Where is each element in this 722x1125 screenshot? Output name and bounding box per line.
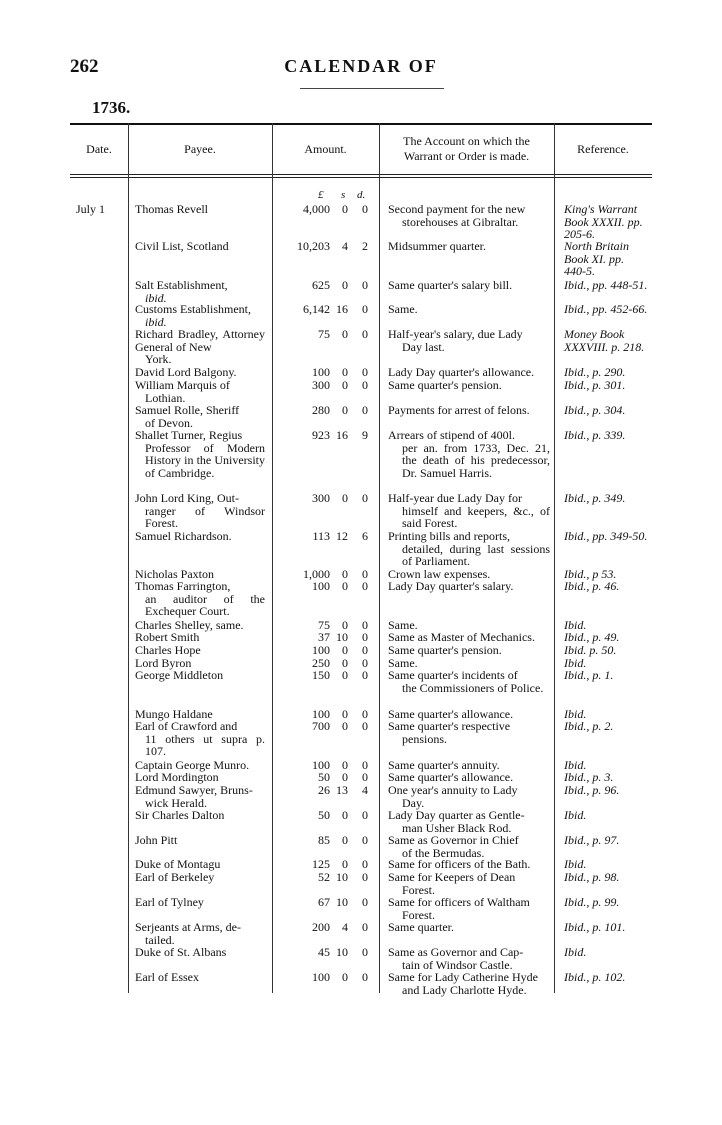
- entry-reference: Ibid., p. 97.: [564, 833, 620, 847]
- entry-payee-main: Lord Mordington: [135, 770, 219, 784]
- entry-pounds: 100: [312, 707, 330, 721]
- entry-pounds: 75: [318, 327, 330, 341]
- entry-pence: 0: [362, 618, 368, 632]
- entry-payee: [135, 896, 265, 909]
- entry-payee-main: Earl of Berkeley: [135, 870, 215, 884]
- entry-account: [388, 379, 550, 392]
- entry-payee: [135, 669, 265, 682]
- entry-reference: Ibid., p. 301.: [564, 378, 626, 392]
- entry-payee-main: Thomas Farrington,: [135, 579, 231, 593]
- entry-account-main: Same quarter's pension.: [388, 378, 502, 392]
- entry-payee: [135, 492, 265, 530]
- entry-account: [388, 328, 550, 353]
- col-divider-date: [128, 123, 129, 993]
- entry-payee-main: Charles Hope: [135, 643, 201, 657]
- entry-account: [388, 580, 550, 593]
- page-number: 262: [70, 56, 99, 77]
- entry-payee-main: Richard Bradley, Attorney General of New: [135, 327, 265, 354]
- entry-pence: 0: [362, 808, 368, 822]
- entry-reference: Ibid., pp. 452-66.: [564, 302, 648, 316]
- entry-shillings: 13: [336, 783, 348, 797]
- entry-pence: 0: [362, 758, 368, 772]
- unit-pounds: £: [318, 189, 324, 201]
- entry-payee-main: Robert Smith: [135, 630, 200, 644]
- entry-payee-main: Serjeants at Arms, de-: [135, 920, 241, 934]
- entry-shillings: 0: [342, 643, 348, 657]
- entry-shillings: 0: [342, 403, 348, 417]
- entry-reference: Ibid., p. 99.: [564, 895, 620, 909]
- entry-account-main: Same.: [388, 302, 418, 316]
- entry-reference: Ibid., p. 96.: [564, 783, 620, 797]
- entry-payee-continuation: of Devon.: [145, 415, 193, 430]
- entry-payee-continuation: Lothian.: [145, 390, 186, 405]
- entry-payee-main: Customs Establishment,: [135, 302, 252, 316]
- entry-account: [388, 834, 550, 859]
- entry-reference: Ibid., p. 304.: [564, 403, 626, 417]
- entry-payee: [135, 203, 265, 216]
- entry-pounds: 37: [318, 630, 330, 644]
- entry-shillings: 0: [342, 327, 348, 341]
- col-divider-amount: [379, 123, 380, 993]
- entry-reference: Ibid.: [564, 707, 587, 721]
- entry-account-main: Lady Day quarter as Gentle-: [388, 808, 525, 822]
- entry-payee-main: Charles Shelley, same.: [135, 618, 244, 632]
- entry-account-main: Same.: [388, 656, 418, 670]
- entry-pounds: 113: [312, 529, 330, 543]
- entry-pounds: 200: [312, 920, 330, 934]
- entry-account-main: One year's annuity to Lady: [388, 783, 518, 797]
- entry-pence: 6: [362, 529, 368, 543]
- entry-reference: Ibid.: [564, 808, 587, 822]
- entry-account-main: Same quarter's allowance.: [388, 707, 514, 721]
- entry-reference: Ibid., p. 2.: [564, 719, 614, 733]
- entry-reference: North Britain Book XI. pp. 440-5.: [564, 239, 630, 278]
- entry-account: [388, 858, 550, 871]
- entry-payee-main: George Middleton: [135, 668, 224, 682]
- entry-account-continuation: Day.: [402, 795, 425, 810]
- entry-pence: 0: [362, 945, 368, 959]
- entry-account: [388, 203, 550, 228]
- entry-payee: [135, 404, 265, 429]
- entry-payee: [135, 771, 265, 784]
- entry-payee: [135, 631, 265, 644]
- entry-reference: Ibid., p 53.: [564, 567, 617, 581]
- header-account-line2: Warrant or Order is made.: [403, 149, 530, 163]
- entry-account-main: Arrears of stipend of 400l.: [388, 428, 515, 442]
- entry-payee-continuation: 11 others ut supra p. 107.: [145, 731, 265, 758]
- entry-pence: 0: [362, 491, 368, 505]
- entry-payee: [135, 971, 265, 984]
- entry-payee-main: Nicholas Paxton: [135, 567, 214, 581]
- entry-pounds: 280: [312, 403, 330, 417]
- entry-reference: Ibid., p. 101.: [564, 920, 626, 934]
- entry-payee: [135, 834, 265, 847]
- entry-account-main: Midsummer quarter.: [388, 239, 486, 253]
- entry-account-main: Lady Day quarter's allowance.: [388, 365, 535, 379]
- entry-account-continuation: Day last.: [402, 339, 445, 354]
- entry-pence: 0: [362, 643, 368, 657]
- entry-shillings: 0: [342, 365, 348, 379]
- entry-reference: Ibid.: [564, 618, 587, 632]
- entry-payee-continuation: ibid.: [145, 314, 167, 329]
- entry-account: [388, 971, 550, 996]
- entry-payee-main: John Pitt: [135, 833, 178, 847]
- entry-pence: 2: [362, 239, 368, 253]
- entry-reference: Ibid., p. 349.: [564, 491, 626, 505]
- entry-pounds: 300: [312, 378, 330, 392]
- entry-reference: Ibid.: [564, 656, 587, 670]
- entry-pence: 0: [362, 656, 368, 670]
- entry-pence: 0: [362, 302, 368, 316]
- header-bottom-rule-2: [70, 177, 652, 178]
- entry-pounds: 45: [318, 945, 330, 959]
- header-account-line1: The Account on which the: [403, 134, 530, 148]
- entry-shillings: 0: [342, 202, 348, 216]
- entry-pence: 0: [362, 920, 368, 934]
- entry-payee-main: David Lord Balgony.: [135, 365, 237, 379]
- entry-pence: 0: [362, 833, 368, 847]
- entry-shillings: 0: [342, 808, 348, 822]
- entry-account-main: Same quarter's salary bill.: [388, 278, 513, 292]
- entry-account: [388, 404, 550, 417]
- entry-pounds: 1,000: [303, 567, 330, 581]
- entry-pence: 0: [362, 630, 368, 644]
- entry-payee-main: William Marquis of: [135, 378, 230, 392]
- entry-payee: [135, 858, 265, 871]
- entry-pounds: 6,142: [303, 302, 330, 316]
- entry-pence: 0: [362, 202, 368, 216]
- entry-account-main: Same.: [388, 618, 418, 632]
- entry-pounds: 50: [318, 770, 330, 784]
- entry-payee-main: John Lord King, Out-: [135, 491, 239, 505]
- entry-account: [388, 366, 550, 379]
- entry-account: [388, 303, 550, 316]
- entry-payee-main: Captain George Munro.: [135, 758, 250, 772]
- entry-payee: [135, 379, 265, 404]
- col-divider-payee: [272, 123, 273, 993]
- entry-pence: 0: [362, 857, 368, 871]
- entry-account-main: Printing bills and reports,: [388, 529, 510, 543]
- entry-account-main: Lady Day quarter's salary.: [388, 579, 514, 593]
- entry-account: [388, 492, 550, 530]
- entry-payee-main: Duke of St. Albans: [135, 945, 227, 959]
- entry-shillings: 0: [342, 857, 348, 871]
- entry-pounds: 100: [312, 643, 330, 657]
- entry-payee-main: Duke of Montagu: [135, 857, 221, 871]
- year-label: 1736.: [92, 98, 131, 117]
- entry-payee: [135, 784, 265, 809]
- entry-payee-main: Civil List, Scotland: [135, 239, 229, 253]
- entry-pounds: 4,000: [303, 202, 330, 216]
- entry-payee: [135, 303, 265, 328]
- entry-payee: [135, 328, 265, 366]
- entry-account-continuation: and Lady Charlotte Hyde.: [402, 982, 527, 997]
- entry-account: [388, 429, 550, 479]
- entry-shillings: 0: [342, 656, 348, 670]
- entry-pence: 0: [362, 278, 368, 292]
- entry-pounds: 67: [318, 895, 330, 909]
- entry-reference: Ibid., p. 290.: [564, 365, 626, 379]
- entry-pence: 0: [362, 365, 368, 379]
- entry-payee-continuation: ranger of Windsor Forest.: [145, 503, 265, 530]
- entry-account-main: Same as Governor in Chief: [388, 833, 519, 847]
- entry-shillings: 0: [342, 618, 348, 632]
- entry-account-main: Same as Governor and Cap-: [388, 945, 524, 959]
- header-reference: Reference.: [577, 142, 629, 156]
- entry-account: [388, 240, 550, 253]
- entry-shillings: 10: [336, 870, 348, 884]
- entry-payee-main: Sir Charles Dalton: [135, 808, 225, 822]
- entry-payee-main: Thomas Revell: [135, 202, 208, 216]
- entry-shillings: 0: [342, 378, 348, 392]
- entry-shillings: 0: [342, 770, 348, 784]
- entry-account: [388, 631, 550, 644]
- entry-shillings: 4: [342, 920, 348, 934]
- entry-account-main: Same for Keepers of Dean: [388, 870, 516, 884]
- entry-account-main: Same for officers of the Bath.: [388, 857, 531, 871]
- entry-account: [388, 771, 550, 784]
- entry-account-continuation: tain of Windsor Castle.: [402, 957, 513, 972]
- entry-reference: Ibid., p. 49.: [564, 630, 620, 644]
- entry-pence: 9: [362, 428, 368, 442]
- entry-pounds: 300: [312, 491, 330, 505]
- entry-payee-continuation: York.: [145, 352, 172, 366]
- entry-payee-main: Earl of Tylney: [135, 895, 204, 909]
- entry-pence: 0: [362, 403, 368, 417]
- entry-pence: 4: [362, 783, 368, 797]
- entry-payee: [135, 530, 265, 543]
- entry-account-continuation: Forest.: [402, 907, 435, 922]
- entry-pounds: 150: [312, 668, 330, 682]
- entry-account-main: Same for Lady Catherine Hyde: [388, 970, 538, 984]
- entry-account: [388, 896, 550, 921]
- entry-pounds: 700: [312, 719, 330, 733]
- entry-pounds: 10,203: [297, 239, 330, 253]
- entry-account: [388, 530, 550, 568]
- running-title: CALENDAR OF: [284, 56, 438, 76]
- entry-payee-continuation: wick Herald.: [145, 795, 207, 810]
- entry-account-continuation: pensions.: [402, 731, 447, 746]
- entry-payee-main: Shallet Turner, Regius: [135, 428, 243, 442]
- entry-account-continuation: detailed, during last sessions of Parliament.: [402, 541, 550, 568]
- entry-account-continuation: storehouses at Gibraltar.: [402, 214, 519, 229]
- entry-account-main: Same for officers of Waltham: [388, 895, 530, 909]
- entry-pence: 0: [362, 378, 368, 392]
- entry-payee: [135, 871, 265, 884]
- entry-account-continuation: the Commissioners of Police.: [402, 680, 544, 695]
- entry-shillings: 0: [342, 719, 348, 733]
- entry-payee-main: Earl of Crawford and: [135, 719, 238, 733]
- header-date: Date.: [86, 142, 112, 156]
- entry-account-main: Payments for arrest of felons.: [388, 403, 530, 417]
- entry-shillings: 0: [342, 579, 348, 593]
- entry-payee-main: Salt Establishment,: [135, 278, 228, 292]
- entry-reference: Ibid., p. 3.: [564, 770, 614, 784]
- entry-pounds: 250: [312, 656, 330, 670]
- entry-payee: [135, 809, 265, 822]
- entry-pounds: 125: [312, 857, 330, 871]
- header-bottom-rule: [70, 174, 652, 175]
- entry-reference: Ibid., pp. 448-51.: [564, 278, 648, 292]
- entry-account: [388, 946, 550, 971]
- entry-account-main: Same as Master of Mechanics.: [388, 630, 535, 644]
- entry-shillings: 4: [342, 239, 348, 253]
- entry-pence: 0: [362, 668, 368, 682]
- entry-pounds: 50: [318, 808, 330, 822]
- entry-account: [388, 871, 550, 896]
- entry-reference: Money Book XXXVIII. p. 218.: [564, 327, 645, 354]
- header-amount: Amount.: [304, 142, 347, 156]
- entry-account-main: Crown law expenses.: [388, 567, 491, 581]
- entry-reference: Ibid., p. 102.: [564, 970, 626, 984]
- entry-account-continuation: himself and keepers, &c., of said Forest.: [402, 503, 550, 530]
- entry-pounds: 85: [318, 833, 330, 847]
- entry-shillings: 0: [342, 491, 348, 505]
- entry-payee: [135, 366, 265, 379]
- col-divider-account: [554, 123, 555, 993]
- entry-pounds: 75: [318, 618, 330, 632]
- entry-reference: Ibid.: [564, 758, 587, 772]
- entry-account: [388, 644, 550, 657]
- entry-payee: [135, 720, 265, 758]
- entry-shillings: 0: [342, 758, 348, 772]
- entry-shillings: 10: [336, 895, 348, 909]
- entry-shillings: 10: [336, 945, 348, 959]
- entry-account-main: Same quarter's respective: [388, 719, 511, 733]
- entry-payee-main: Edmund Sawyer, Bruns-: [135, 783, 253, 797]
- entry-shillings: 0: [342, 668, 348, 682]
- entry-account: [388, 784, 550, 809]
- entry-pence: 0: [362, 970, 368, 984]
- entry-payee-continuation: tailed.: [145, 932, 175, 947]
- entry-pounds: 100: [312, 365, 330, 379]
- entry-shillings: 0: [342, 970, 348, 984]
- entry-reference: Ibid., p. 98.: [564, 870, 620, 884]
- entry-account: [388, 809, 550, 834]
- entry-shillings: 10: [336, 630, 348, 644]
- entry-account-main: Second payment for the new: [388, 202, 526, 216]
- entry-shillings: 0: [342, 707, 348, 721]
- entry-pounds: 100: [312, 970, 330, 984]
- entry-account-continuation: per an. from 1733, Dec. 21, the death of his predecessor, Dr. Samuel Harris.: [402, 440, 550, 480]
- entry-pence: 0: [362, 579, 368, 593]
- entry-shillings: 16: [336, 302, 348, 316]
- entry-payee: [135, 921, 265, 946]
- entry-pounds: 625: [312, 278, 330, 292]
- entry-payee: [135, 580, 265, 618]
- entry-shillings: 0: [342, 833, 348, 847]
- entry-reference: Ibid.: [564, 857, 587, 871]
- entry-payee-continuation: ibid.: [145, 290, 167, 305]
- entry-account-main: Same quarter's allowance.: [388, 770, 514, 784]
- entry-account-continuation: man Usher Black Rod.: [402, 820, 512, 835]
- entry-pence: 0: [362, 895, 368, 909]
- entry-pounds: 26: [318, 783, 330, 797]
- entry-account-main: Half-year due Lady Day for: [388, 491, 522, 505]
- entry-pence: 0: [362, 719, 368, 733]
- entry-payee-continuation: Professor of Modern History in the University of Cambridge.: [145, 440, 265, 480]
- entry-pounds: 100: [312, 758, 330, 772]
- entry-pounds: 923: [312, 428, 330, 442]
- entry-pence: 0: [362, 870, 368, 884]
- entry-reference: Ibid., p. 339.: [564, 428, 626, 442]
- entry-shillings: 12: [336, 529, 348, 543]
- entry-payee: [135, 279, 265, 304]
- entry-account-main: Same quarter.: [388, 920, 454, 934]
- entry-account: [388, 279, 550, 292]
- entry-payee: [135, 946, 265, 959]
- entry-payee: [135, 429, 265, 479]
- entry-payee: [135, 644, 265, 657]
- entry-account: [388, 669, 550, 694]
- entry-account: [388, 921, 550, 934]
- entry-date: July 1: [76, 202, 106, 216]
- entry-pence: 0: [362, 567, 368, 581]
- entry-pounds: 52: [318, 870, 330, 884]
- entry-account: [388, 720, 550, 745]
- entry-account-continuation: Forest.: [402, 882, 435, 897]
- entry-payee-main: Samuel Richardson.: [135, 529, 232, 543]
- entry-account-main: Same quarter's annuity.: [388, 758, 500, 772]
- entry-reference: Ibid.: [564, 945, 587, 959]
- entry-reference: Ibid., p. 46.: [564, 579, 620, 593]
- entry-account-main: Same quarter's pension.: [388, 643, 502, 657]
- entry-pence: 0: [362, 707, 368, 721]
- entry-reference: Ibid., pp. 349-50.: [564, 529, 648, 543]
- entry-payee-main: Mungo Haldane: [135, 707, 213, 721]
- title-rule: [300, 88, 444, 89]
- entry-reference: Ibid. p. 50.: [564, 643, 617, 657]
- entry-shillings: 16: [336, 428, 348, 442]
- unit-shillings: s: [341, 189, 346, 201]
- entry-payee-continuation: an auditor of the Exchequer Court.: [145, 591, 265, 618]
- entry-reference: Ibid., p. 1.: [564, 668, 614, 682]
- entry-pounds: 100: [312, 579, 330, 593]
- entry-pence: 0: [362, 327, 368, 341]
- entry-payee-main: Lord Byron: [135, 656, 192, 670]
- entry-payee-main: Earl of Essex: [135, 970, 199, 984]
- entry-account-main: Half-year's salary, due Lady: [388, 327, 523, 341]
- header-account: [379, 134, 554, 164]
- table-top-rule: [70, 123, 652, 125]
- entry-reference: King's Warrant Book XXXII. pp. 205-6.: [564, 202, 643, 241]
- entry-payee-main: Samuel Rolle, Sheriff: [135, 403, 240, 417]
- unit-pence: d.: [357, 189, 366, 201]
- header-payee: Payee.: [184, 142, 216, 156]
- entry-pence: 0: [362, 770, 368, 784]
- entry-account-main: Same quarter's incidents of: [388, 668, 518, 682]
- entry-account-continuation: of the Bermudas.: [402, 845, 485, 860]
- entry-shillings: 0: [342, 278, 348, 292]
- entry-shillings: 0: [342, 567, 348, 581]
- entry-payee: [135, 240, 265, 253]
